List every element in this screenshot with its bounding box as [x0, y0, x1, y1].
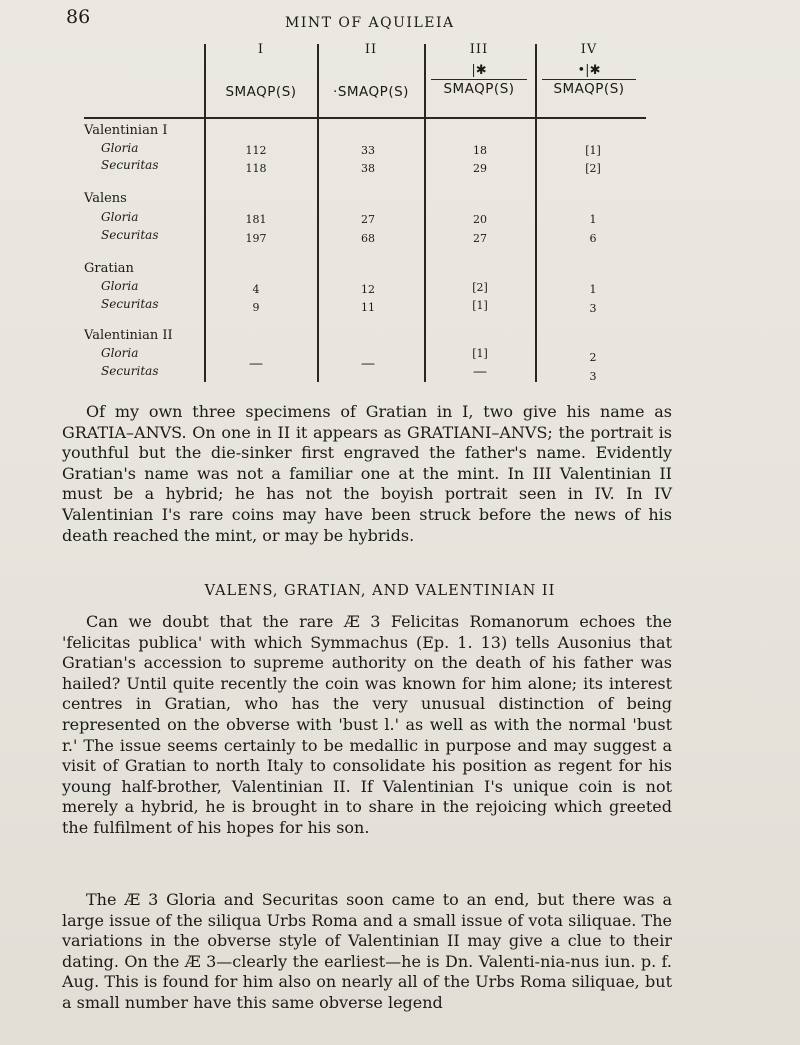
table-cell: 68	[361, 232, 375, 245]
table-cell: 3	[589, 302, 597, 315]
column-field-mark: |✱	[471, 63, 487, 78]
table-cell: 38	[361, 162, 375, 175]
column-divider	[535, 44, 537, 382]
column-field-mark: •|✱	[577, 63, 601, 78]
table-cell: 4	[252, 283, 260, 296]
table-cell: —	[249, 356, 263, 372]
column-numeral: III	[469, 42, 489, 57]
column-mintmark: SMAQP(S)	[225, 84, 297, 100]
reverse-type: Gloria	[101, 279, 139, 293]
table-cell: 18	[473, 144, 487, 157]
page-number: 86	[66, 6, 91, 28]
reverse-type: Gloria	[101, 141, 139, 155]
table-cell: [1]	[472, 347, 488, 360]
column-divider	[204, 44, 206, 382]
column-mintmark: SMAQP(S)	[553, 81, 625, 97]
table-cell: —	[361, 356, 375, 372]
column-numeral: IV	[580, 42, 598, 57]
emperor-name: Valens	[84, 191, 127, 206]
table-cell: [1]	[472, 299, 488, 312]
reverse-type: Gloria	[101, 346, 139, 360]
reverse-type: Securitas	[101, 297, 159, 311]
table-cell: [2]	[472, 281, 488, 294]
paragraph: Can we doubt that the rare Æ 3 Felicitas Romanorum echoes the 'felicitas publica' with which Symmachus (Ep. 1. 13) tells Ausonius that Gratian's accession to supreme authority on the death of his father was hailed? Until quite recently the coin was known for him alone; its interest centres in Gratian, who has the very unusual distinction of being represented on the obverse with 'bust l.' as well as with the normal 'bust r.' The issue seems certainly to be medallic in purpose and may suggest a visit of Gratian to north Italy to consolidate his position as regent for his young half-brother, Valentinian II. If Valentinian I's unique coin is not merely a hybrid, he is brought in to share in the rejoicing which greeted the fulfilment of his hopes for his son.	[62, 612, 672, 837]
column-header-ii	[318, 42, 424, 100]
paragraph: Of my own three specimens of Gratian in I, two give his name as GRATIA–ANVS. On one in II it appears as GRATIANI–ANVS; the portrait is youthful but the die-sinker first engraved the father's name. Evidently Gratian's name was not a familiar one at the mint. In III Valentinian II must be a hybrid; he has not the boyish portrait seen in IV. In IV Valentinian I's rare coins may have been struck before the news of his death reached the mint, or may be hybrids.	[62, 402, 672, 545]
table-cell: 11	[361, 301, 375, 314]
table-cell: 1	[589, 283, 597, 296]
table-cell: —	[473, 364, 487, 380]
column-numeral: II	[364, 42, 378, 57]
table-cell: 3	[589, 370, 597, 383]
table-header-rule	[84, 117, 646, 119]
column-header-iii	[425, 42, 533, 97]
table-cell: 118	[245, 162, 267, 175]
column-header-i	[205, 42, 317, 100]
table-cell: 181	[245, 213, 267, 226]
reverse-type: Securitas	[101, 158, 159, 172]
table-cell: [1]	[585, 144, 601, 157]
table-cell: 2	[589, 351, 597, 364]
column-divider	[424, 44, 426, 382]
table-cell: 27	[473, 232, 487, 245]
table-cell: 27	[361, 213, 375, 226]
table-cell: 29	[473, 162, 487, 175]
paragraph: The Æ 3 Gloria and Securitas soon came to an end, but there was a large issue of the siliqua Urbs Roma and a small issue of vota siliquae. The variations in the obverse style of Valentinian II may give a clue to their dating. On the Æ 3—clearly the earliest—he is Dn. Valenti-nia-nus iun. p. f. Aug. This is found for him also on nearly all of the Urbs Roma siliquae, but a small number have this same obverse legend	[62, 890, 672, 1012]
reverse-type: Securitas	[101, 228, 159, 242]
table-cell: 1	[589, 213, 597, 226]
field-rule	[542, 79, 636, 80]
column-numeral: I	[257, 42, 265, 57]
section-heading: VALENS, GRATIAN, AND VALENTINIAN II	[204, 583, 556, 599]
field-rule	[431, 79, 527, 80]
table-cell: 20	[473, 213, 487, 226]
table-cell: 197	[245, 232, 267, 245]
table-cell: 112	[245, 144, 267, 157]
column-divider	[317, 44, 319, 382]
reverse-type: Securitas	[101, 364, 159, 378]
table-cell: 12	[361, 283, 375, 296]
table-cell: [2]	[585, 162, 601, 175]
emperor-name: Valentinian II	[84, 328, 173, 343]
column-header-iv	[536, 42, 642, 97]
table-cell: 9	[252, 301, 260, 314]
column-mintmark: ·SMAQP(S)	[333, 84, 409, 100]
table-cell: 6	[589, 232, 597, 245]
table-cell: 33	[361, 144, 375, 157]
column-mintmark: SMAQP(S)	[443, 81, 515, 97]
reverse-type: Gloria	[101, 210, 139, 224]
running-head: MINT OF AQUILEIA	[285, 15, 455, 31]
emperor-name: Valentinian I	[84, 123, 168, 138]
emperor-name: Gratian	[84, 261, 134, 276]
